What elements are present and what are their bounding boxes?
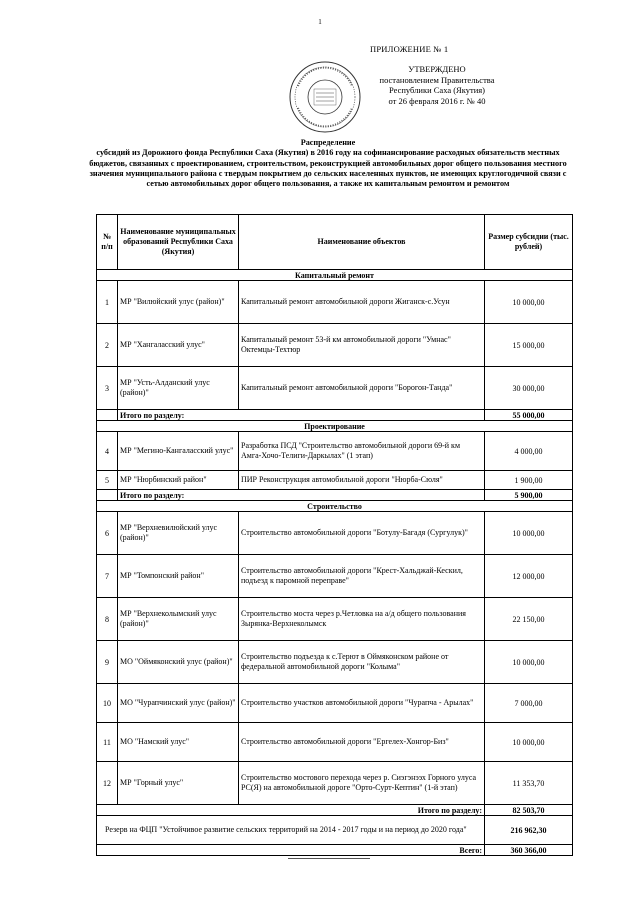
section-title: Капитальный ремонт <box>97 270 573 281</box>
approval-title: УТВЕРЖДЕНО <box>408 64 466 74</box>
row-number: 1 <box>97 281 118 324</box>
header-municipality: Наименование муниципальных образований Республики Саха (Якутия) <box>118 215 239 270</box>
row-amount: 15 000,00 <box>485 324 573 367</box>
section-total-row <box>97 410 573 421</box>
row-number: 12 <box>97 762 118 805</box>
row-municipality: МО "Намский улус" <box>118 723 239 762</box>
row-amount: 11 353,70 <box>485 762 573 805</box>
row-object: Строительство автомобильной дороги "Крест-Хальджай-Кескил, подъезд к паромной переправе" <box>239 555 485 598</box>
table-header-row <box>97 215 573 270</box>
approval-block <box>362 64 512 106</box>
row-amount: 7 000,00 <box>485 684 573 723</box>
table-row <box>97 367 573 410</box>
section-row <box>97 421 573 432</box>
table-row <box>97 432 573 471</box>
row-municipality: МР "Нюрбинский район" <box>118 471 239 490</box>
section-total-row <box>97 490 573 501</box>
row-amount: 4 000,00 <box>485 432 573 471</box>
row-amount: 12 000,00 <box>485 555 573 598</box>
row-object: Строительство участков автомобильной дороги "Чурапча - Арылах" <box>239 684 485 723</box>
header-amount: Размер субсидии (тыс. рублей) <box>485 215 573 270</box>
row-amount: 22 150,00 <box>485 598 573 641</box>
row-number: 6 <box>97 512 118 555</box>
heading-title: Распределение <box>300 138 356 147</box>
heading-body: субсидий из Дорожного фонда Республики Саха (Якутия) в 2016 году на софинансирование расходных обязательств местных бюджетов, связанных с проектированием, строительством, реконструкцией автомобильных дорог общего пользования местного значения муниципального района с твердым покрытием до сельских населенных пунктов, не имеющих круглогодичной связи с сетью автомобильных дорог общего пользования, а также их капитальным ремонтом и ремонтом <box>89 148 567 189</box>
row-municipality: МР "Хангаласский улус" <box>118 324 239 367</box>
table-row <box>97 598 573 641</box>
official-seal-stamp <box>288 60 362 134</box>
row-object: Капитальный ремонт 53-й км автомобильной дороги "Умнас" Октемцы-Техтюр <box>239 324 485 367</box>
section-total-amount: 5 900,00 <box>485 490 573 501</box>
header-num: № п/п <box>97 215 118 270</box>
table-row <box>97 762 573 805</box>
footer-divider <box>288 858 370 859</box>
row-amount: 10 000,00 <box>485 723 573 762</box>
table-body <box>97 270 573 856</box>
reserve-row <box>97 816 573 845</box>
row-amount: 10 000,00 <box>485 281 573 324</box>
row-amount: 1 900,00 <box>485 471 573 490</box>
row-object: Строительство автомобильной дороги "Ботулу-Багадя (Сургулук)" <box>239 512 485 555</box>
row-municipality: МР "Мегино-Кангаласский улус" <box>118 432 239 471</box>
section-total-amount: 55 000,00 <box>485 410 573 421</box>
row-number: 3 <box>97 367 118 410</box>
table-row <box>97 555 573 598</box>
reserve-amount: 216 962,30 <box>485 816 573 845</box>
row-municipality: МР "Усть-Алданский улус (район)" <box>118 367 239 410</box>
table-row <box>97 471 573 490</box>
row-municipality: МР "Горный улус" <box>118 762 239 805</box>
row-number: 2 <box>97 324 118 367</box>
row-object: Строительство мостового перехода через р. Сиэгэнээх Горного улуса РС(Я) на автомобильной дороге "Орто-Сурт-Кептин" (1-й этап) <box>239 762 485 805</box>
row-municipality: МР "Вилюйский улус (район)" <box>118 281 239 324</box>
row-number: 5 <box>97 471 118 490</box>
row-amount: 10 000,00 <box>485 512 573 555</box>
section-total-amount: 82 503,70 <box>485 805 573 816</box>
section-row <box>97 501 573 512</box>
row-object: Разработка ПСД "Строительство автомобильной дороги 69-й км Амга-Хочо-Телиги-Даркылах" (1 этап) <box>239 432 485 471</box>
reserve-label: Резерв на ФЦП "Устойчивое развитие сельских территорий на 2014 - 2017 годы и на период до 2020 года" <box>97 816 485 845</box>
section-total-label: Итого по разделу: <box>118 490 485 501</box>
row-object: Капитальный ремонт автомобильной дороги "Борогон-Танда" <box>239 367 485 410</box>
row-amount: 30 000,00 <box>485 367 573 410</box>
row-object: Капитальный ремонт автомобильной дороги Жиганск-с.Усун <box>239 281 485 324</box>
table-row <box>97 723 573 762</box>
appendix-label: ПРИЛОЖЕНИЕ № 1 <box>370 44 449 54</box>
section-total-label: Итого по разделу: <box>97 805 485 816</box>
header-object: Наименование объектов <box>239 215 485 270</box>
row-municipality: МО "Чурапчинский улус (район)" <box>118 684 239 723</box>
row-object: ПИР Реконструкция автомобильной дороги "Нюрба-Сюля" <box>239 471 485 490</box>
section-total-label: Итого по разделу: <box>118 410 485 421</box>
row-municipality: МР "Верхневилюйский улус (район)" <box>118 512 239 555</box>
row-number: 7 <box>97 555 118 598</box>
row-number: 8 <box>97 598 118 641</box>
approval-line-3: от 26 февраля 2016 г. № 40 <box>388 95 486 106</box>
grand-total-row <box>97 845 573 856</box>
table-row <box>97 641 573 684</box>
section-row <box>97 270 573 281</box>
row-number: 11 <box>97 723 118 762</box>
section-title: Строительство <box>97 501 573 512</box>
subsidy-table <box>96 214 573 856</box>
row-number: 4 <box>97 432 118 471</box>
table-row <box>97 512 573 555</box>
document-heading <box>88 138 568 189</box>
row-object: Строительство подъезда к с.Терют в Оймяконском районе от федеральной автомобильной дороги "Колыма" <box>239 641 485 684</box>
total-spacer <box>97 410 118 421</box>
row-municipality: МО "Оймяконский улус (район)" <box>118 641 239 684</box>
section-total-row <box>97 805 573 816</box>
table-row <box>97 324 573 367</box>
grand-total-amount: 360 366,00 <box>485 845 573 856</box>
row-object: Строительство автомобильной дороги "Ергелех-Хонгор-Биз" <box>239 723 485 762</box>
total-spacer <box>97 490 118 501</box>
page-number: 1 <box>318 18 322 26</box>
grand-total-label: Всего: <box>97 845 485 856</box>
row-municipality: МР "Верхнеколымский улус (район)" <box>118 598 239 641</box>
approval-line-2: Республики Саха (Якутия) <box>388 85 485 95</box>
row-municipality: МР "Томпонский район" <box>118 555 239 598</box>
section-title: Проектирование <box>97 421 573 432</box>
row-number: 10 <box>97 684 118 723</box>
table-row <box>97 281 573 324</box>
row-amount: 10 000,00 <box>485 641 573 684</box>
row-number: 9 <box>97 641 118 684</box>
table-row <box>97 684 573 723</box>
row-object: Строительство моста через р.Четловка на а/д общего пользования Зырянка-Верхнеколымск <box>239 598 485 641</box>
approval-line-1: постановлением Правительства <box>379 74 495 85</box>
